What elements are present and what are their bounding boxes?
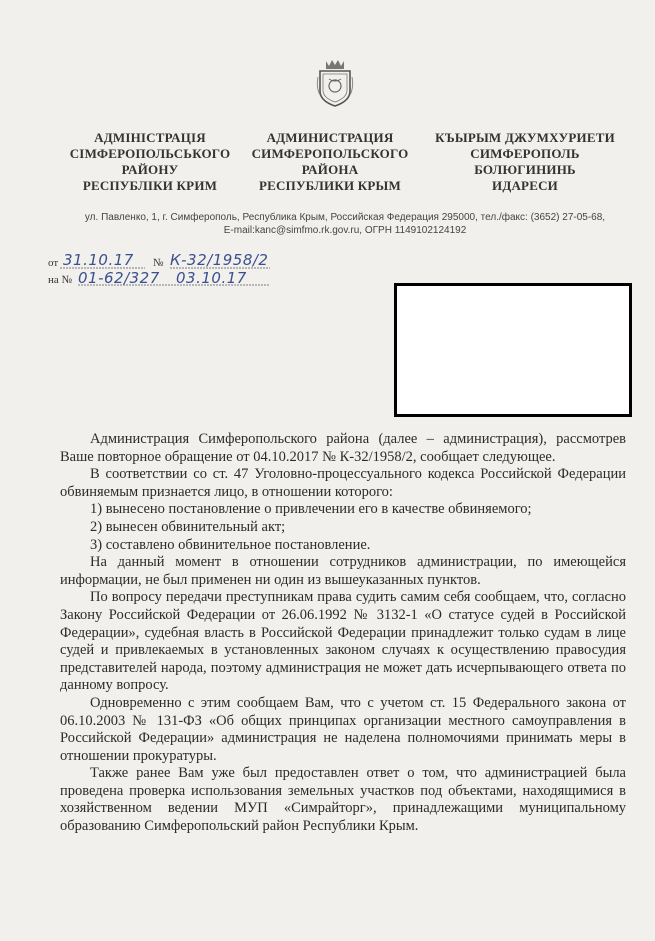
redacted-addressee-box [394, 283, 632, 417]
header-crimean-tatar: КЪЫРЫМ ДЖУМХУРИЕТИ СИМФЕРОПОЛЬ БОЛЮГИНИНЬ ИДАРЕСИ [435, 130, 615, 193]
form-underlines [60, 267, 270, 287]
from-label: от [48, 257, 59, 269]
address-line: ул. Павленко, 1, г. Симферополь, Республика Крым, Российская Федерация 295000, тел./факс: (3652) 27-05-68, [84, 212, 606, 223]
header-ukrainian: АДМІНІСТРАЦІЯ СІМФЕРОПОЛЬСЬКОГО РАЙОНУ РЕСПУБЛІКИ КРИМ [69, 130, 231, 193]
reference-label: на № [48, 274, 73, 286]
letter-body [60, 431, 626, 836]
number-label: № [153, 257, 164, 269]
list-item: 1) вынесено постановление о привлечении его в качестве обвиняемого; [90, 501, 532, 518]
reference-number: 01-62/327 [78, 269, 160, 287]
paragraph: Также ранее Вам уже был предоставлен ответ о том, что администрацией была проведена проверка использования земельных участков под объектами, находящимися в хозяйственном ведении МУП «Симрайторг», принадлежащими муниципальному образованию Симферопольский район Республики Крым. [60, 765, 626, 835]
header-russian: АДМИНИСТРАЦИЯ СИМФЕРОПОЛЬСКОГО РАЙОНА РЕСПУБЛИКИ КРЫМ [251, 130, 409, 193]
crimea-coat-of-arms-icon [316, 57, 354, 107]
contact-line: E-mail:kanc@simfmo.rk.gov.ru, ОГРН 1149102124192 [223, 225, 467, 236]
outgoing-number: К-32/1958/2 [170, 251, 269, 269]
outgoing-date: 31.10.17 [63, 251, 134, 269]
paragraph: В соответствии со ст. 47 Уголовно-процессуального кодекса Российской Федерации обвиняемым признается лицо, в отношении которого: [60, 466, 626, 500]
paragraph: Одновременно с этим сообщаем Вам, что с учетом ст. 15 Федерального закона от 06.10.2003 № 131-ФЗ «Об общих принципах организации местного самоуправления в Российской Федерации» администрация не наделена полномочиями принимать меры в отношении прокуратуры. [60, 694, 626, 764]
registration-block [48, 250, 288, 290]
reference-date: 03.10.17 [176, 269, 247, 287]
paragraph: По вопросу передачи преступникам права судить самим себя сообщаем, что, согласно Закону Российской Федерации от 26.06.1992 № 3132-1 «О статусе судей в Российской Федерации», судебная власть в Российской Федерации принадлежит только судам в лице судей и привлекаемых в установленных законом случаях к осуществлению правосудия представителей народа, поэтому администрация не может дать исчерпывающего ответа по данному вопросу. [60, 589, 626, 694]
list-item: 2) вынесен обвинительный акт; [90, 518, 286, 535]
list-item: 3) составлено обвинительное постановление. [90, 536, 371, 553]
paragraph: На данный момент в отношении сотрудников администрации, по имеющейся информации, не был применен ни один из вышеуказанных пунктов. [60, 554, 626, 588]
paragraph: Администрация Симферопольского района (далее – администрация), рассмотрев Ваше повторное обращение от 04.10.2017 № К-32/1958/2, сообщает следующее. [60, 431, 626, 465]
